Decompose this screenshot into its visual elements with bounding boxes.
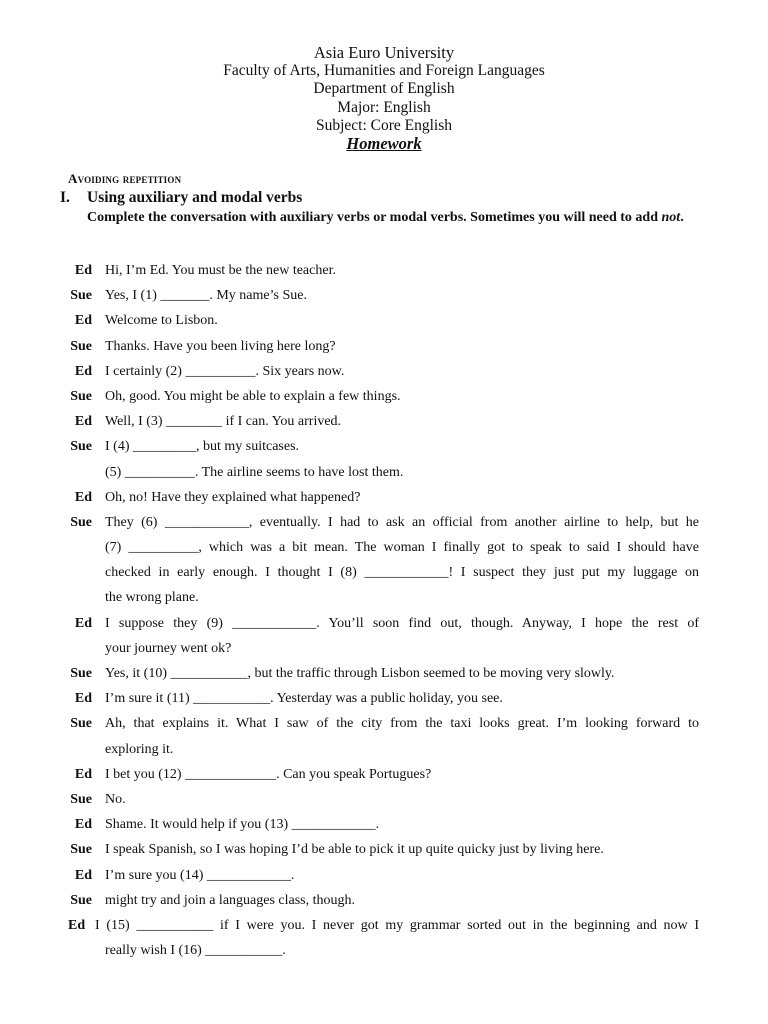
subject-line: Subject: Core English xyxy=(315,116,453,134)
speaker-name: Sue xyxy=(70,842,92,858)
dialogue-text: No. xyxy=(105,791,126,807)
dialogue-line xyxy=(0,938,768,963)
dialogue-line xyxy=(0,636,768,661)
dialogue-text: your journey went ok? xyxy=(105,640,232,656)
dialogue-line xyxy=(0,258,768,283)
dialogue-line xyxy=(0,711,768,736)
speaker-name: Sue xyxy=(70,716,92,732)
speaker-name: Ed xyxy=(74,691,92,707)
dialogue xyxy=(0,258,768,963)
dialogue-line xyxy=(0,308,768,333)
instructions-text: Complete the conversation with auxiliary verbs or modal verbs. Sometimes you will need to add xyxy=(87,210,662,225)
dialogue-line xyxy=(0,611,768,636)
dialogue-text: Yes, I (1) _______. My name’s Sue. xyxy=(105,288,307,304)
speaker-name: Ed xyxy=(74,817,92,833)
speaker-name: Sue xyxy=(70,439,92,455)
dialogue-line xyxy=(0,283,768,308)
dialogue-line xyxy=(0,334,768,359)
speaker-name: Ed xyxy=(74,363,92,379)
dialogue-line xyxy=(0,560,768,585)
dialogue-text: I’m sure you (14) ____________. xyxy=(105,867,295,883)
part-title: Using auxiliary and modal verbs xyxy=(87,189,303,206)
dialogue-line xyxy=(0,485,768,510)
dialogue-text: checked in early enough. I thought I (8) ____________! I suspect they just put my luggage on xyxy=(105,565,699,581)
dialogue-text: I speak Spanish, so I was hoping I’d be able to pick it up quite quicky just by living here. xyxy=(105,842,604,858)
dialogue-text: Well, I (3) ________ if I can. You arrived. xyxy=(105,414,342,430)
dialogue-text: I (15) ___________ if I were you. I never got my grammar sorted out in the beginning and now I xyxy=(95,917,699,933)
speaker-name: Ed xyxy=(74,414,92,430)
dialogue-text: Oh, good. You might be able to explain a few things. xyxy=(105,388,401,404)
dialogue-text: I certainly (2) __________. Six years now. xyxy=(105,363,345,379)
dialogue-line xyxy=(0,812,768,837)
speaker-name: Sue xyxy=(70,514,92,530)
page-title: Homework xyxy=(346,134,422,154)
major-line: Major: English xyxy=(337,98,431,116)
dialogue-line xyxy=(0,888,768,913)
dialogue-text: I bet you (12) _____________. Can you speak Portugues? xyxy=(105,766,432,782)
speaker-name: Ed xyxy=(74,313,92,329)
speaker-name: Ed xyxy=(74,263,92,278)
dialogue-text: Thanks. Have you been living here long? xyxy=(105,338,336,354)
instructions xyxy=(87,208,699,228)
university-name: Asia Euro University xyxy=(313,43,455,62)
dialogue-line xyxy=(0,787,768,812)
speaker-name: Sue xyxy=(70,388,92,404)
speaker-name: Sue xyxy=(70,892,92,908)
speaker-name: Sue xyxy=(70,791,92,807)
dialogue-text: Hi, I’m Ed. You must be the new teacher. xyxy=(105,263,336,278)
dialogue-text: Yes, it (10) ___________, but the traffic through Lisbon seemed to be moving very slowly. xyxy=(105,666,615,681)
dialogue-line xyxy=(0,384,768,409)
dialogue-text: I suppose they (9) ____________. You’ll soon find out, though. Anyway, I hope the rest of xyxy=(105,615,699,631)
faculty-name: Faculty of Arts, Humanities and Foreign Languages xyxy=(223,62,545,80)
speaker-name: Sue xyxy=(70,338,92,354)
instructions-end: . xyxy=(680,210,684,225)
dialogue-text: (7) __________, which was a bit mean. The woman I finally got to speak to said I should have xyxy=(105,540,699,556)
dialogue-line xyxy=(0,434,768,459)
speaker-name: Sue xyxy=(70,666,92,681)
dialogue-line xyxy=(0,913,768,938)
dialogue-text: Oh, no! Have they explained what happened? xyxy=(105,489,361,505)
speaker-name: Sue xyxy=(70,288,92,304)
dialogue-line xyxy=(0,510,768,535)
dialogue-line xyxy=(0,409,768,434)
dialogue-text: Welcome to Lisbon. xyxy=(105,313,218,329)
dialogue-text: exploring it. xyxy=(105,741,174,757)
dialogue-line xyxy=(0,762,768,787)
dialogue-text: (5) __________. The airline seems to have lost them. xyxy=(105,464,404,480)
speaker-name: Ed xyxy=(74,489,92,505)
dialogue-line xyxy=(0,737,768,762)
dialogue-text: I’m sure it (11) ___________. Yesterday was a public holiday, you see. xyxy=(105,691,503,707)
dialogue-line xyxy=(0,837,768,862)
dialogue-text: I (4) _________, but my suitcases. xyxy=(105,439,300,455)
department-name: Department of English xyxy=(313,80,455,98)
dialogue-line xyxy=(0,863,768,888)
dialogue-line xyxy=(0,686,768,711)
dialogue-line xyxy=(0,359,768,384)
dialogue-text: Ah, that explains it. What I saw of the city from the taxi looks great. I’m looking forward to xyxy=(105,716,699,732)
speaker-name: Ed xyxy=(74,766,92,782)
dialogue-line xyxy=(0,661,768,686)
instructions-emphasis: not xyxy=(661,210,681,225)
part-number: I. xyxy=(60,189,70,206)
speaker-name: Ed xyxy=(74,867,92,883)
speaker-name: Ed xyxy=(68,917,86,933)
dialogue-text: Shame. It would help if you (13) ____________. xyxy=(105,817,380,833)
dialogue-text: They (6) ____________, eventually. I had to ask an official from another airline to help, but he xyxy=(105,514,699,530)
dialogue-line xyxy=(0,535,768,560)
speaker-name: Ed xyxy=(74,615,92,631)
part-heading xyxy=(60,189,302,207)
dialogue-text: might try and join a languages class, though. xyxy=(105,892,356,908)
dialogue-line xyxy=(0,460,768,485)
dialogue-text: really wish I (16) ___________. xyxy=(105,943,286,959)
dialogue-line xyxy=(0,585,768,610)
document-header xyxy=(0,44,768,153)
section-heading: Avoiding repetition xyxy=(68,171,182,186)
dialogue-text: the wrong plane. xyxy=(105,590,199,606)
